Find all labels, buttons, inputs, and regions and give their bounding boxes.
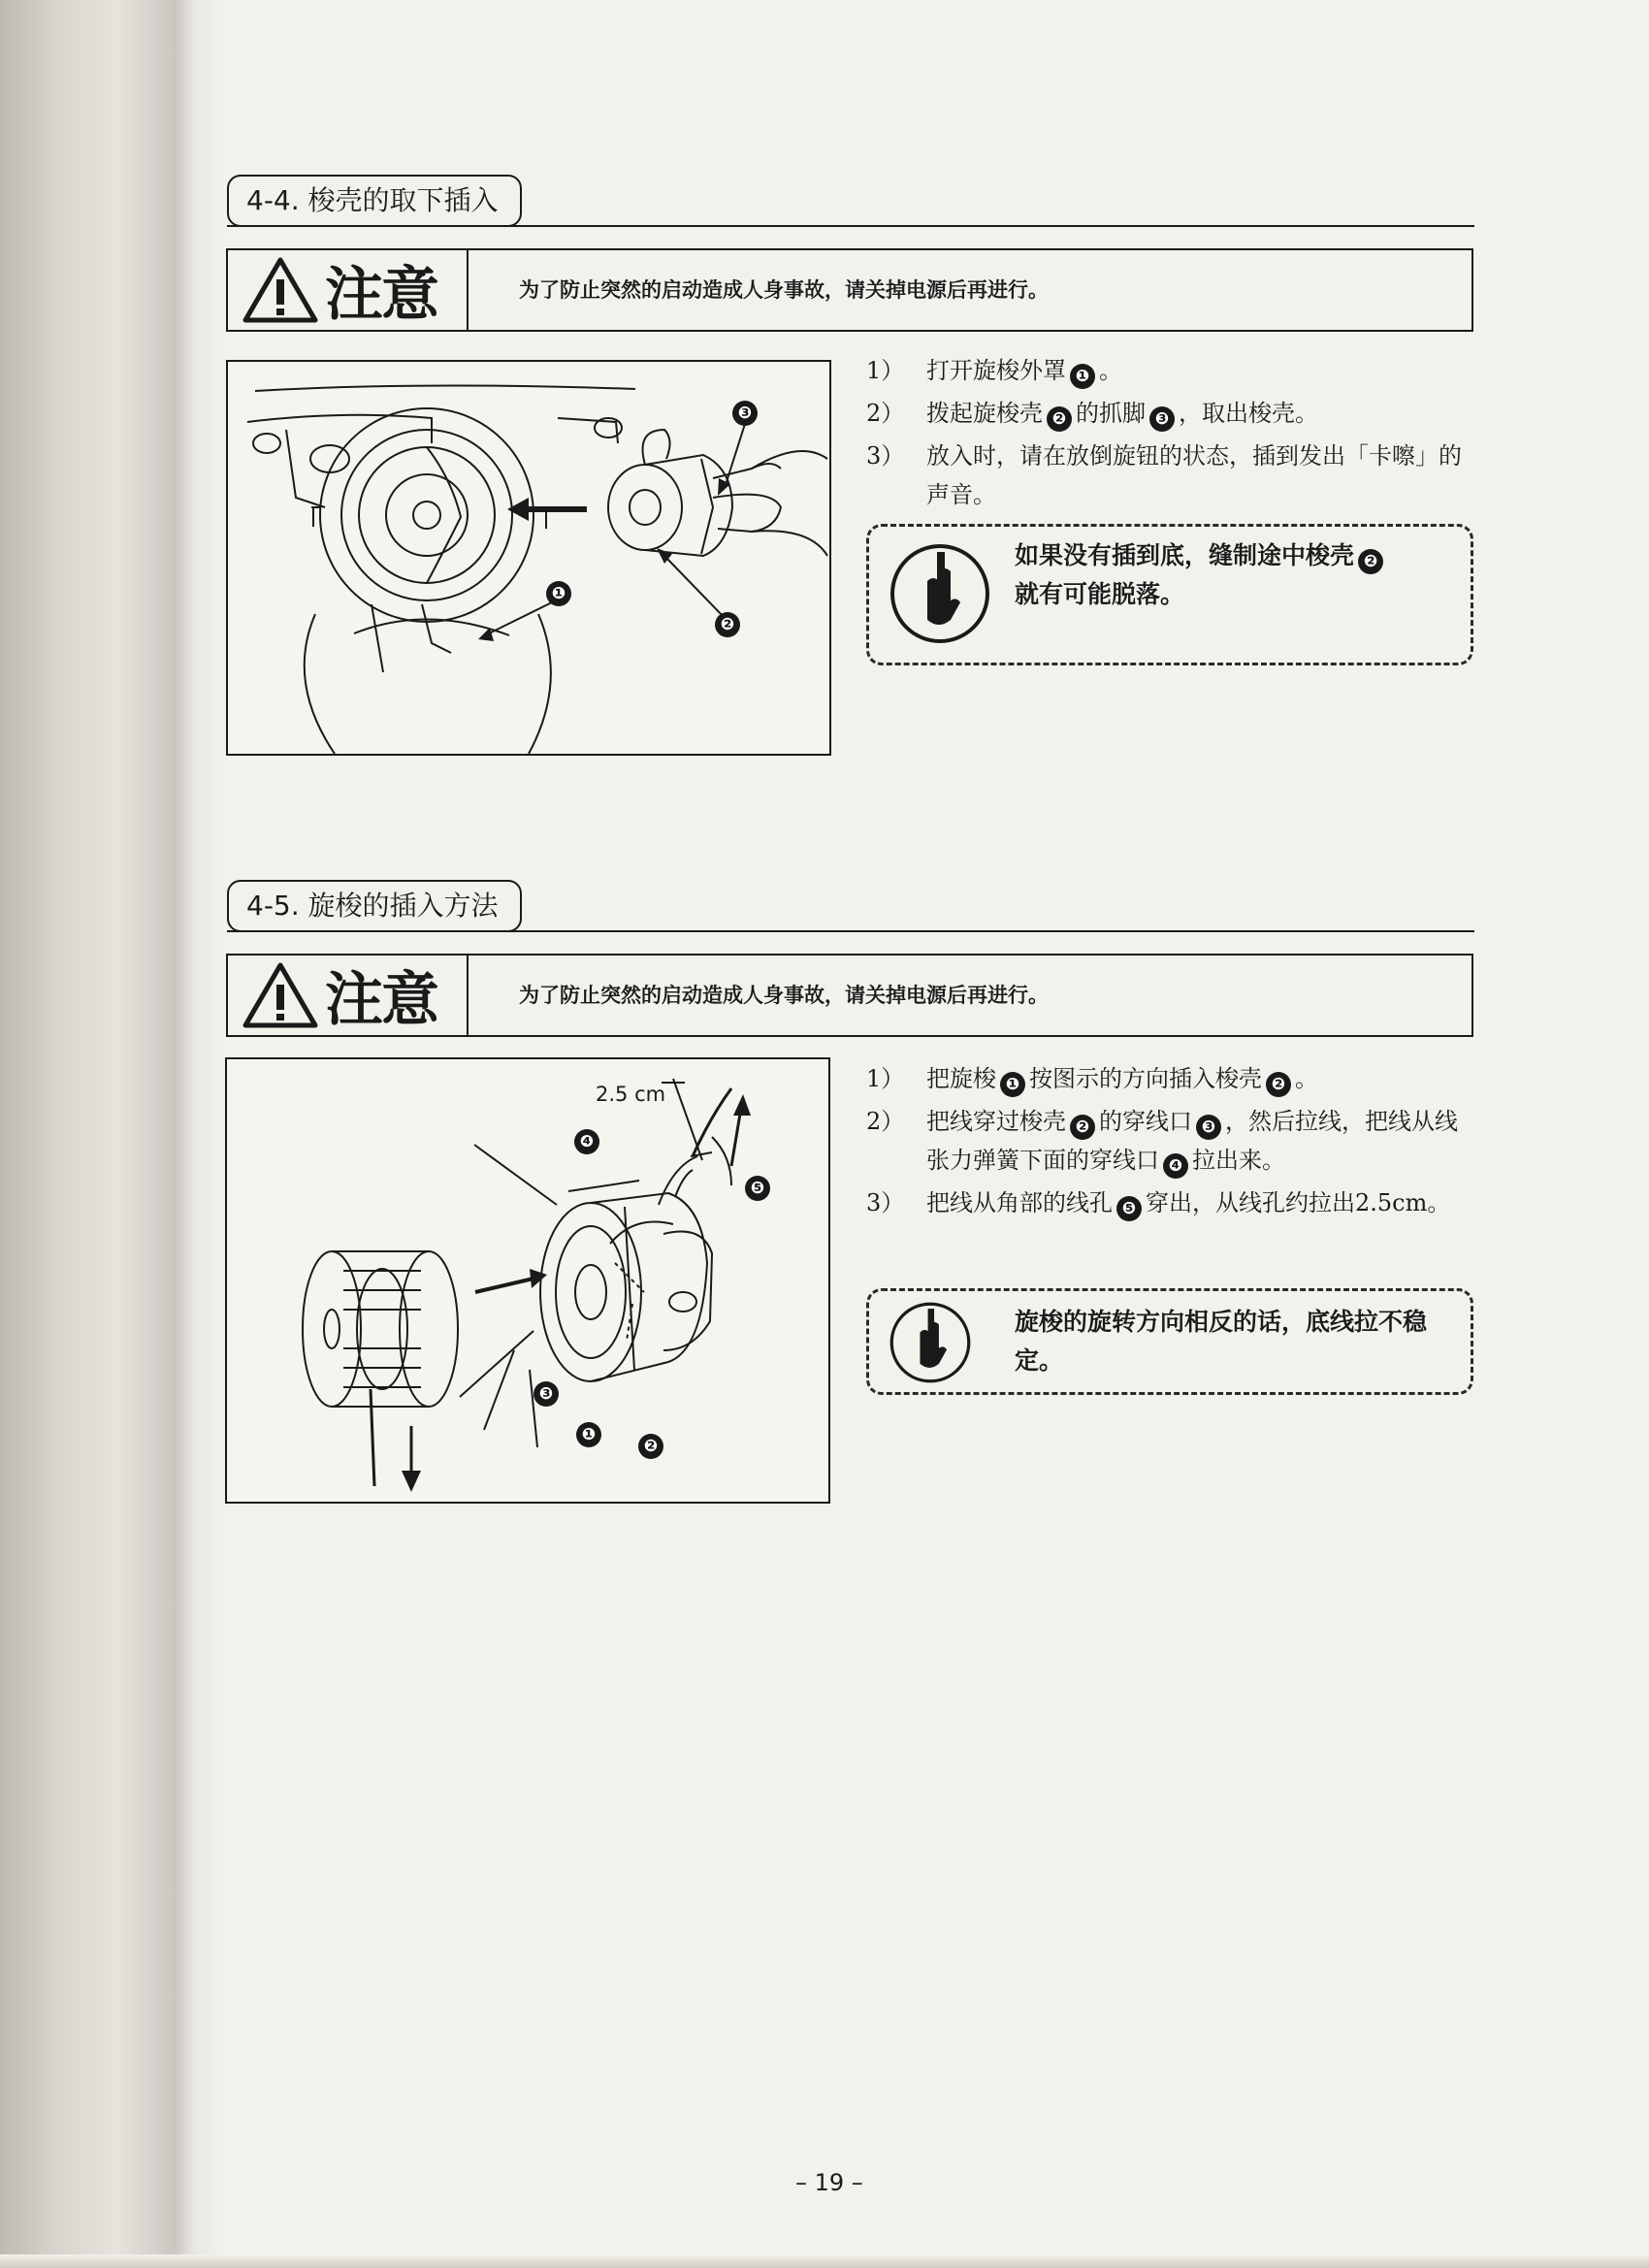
warning-triangle-icon xyxy=(242,961,319,1029)
step-text: 穿出，从线孔约拉出2.5cm。 xyxy=(1146,1189,1451,1216)
step-text: ，取出梭壳。 xyxy=(1179,400,1318,427)
caution-message: 为了防止突然的启动造成人身事故，请关掉电源后再进行。 xyxy=(519,984,1049,1007)
callout-3: ❸ xyxy=(534,1381,559,1407)
callout-2: ❷ xyxy=(1358,549,1383,574)
step-text: 把旋梭 xyxy=(926,1065,996,1092)
callout-1: ❶ xyxy=(1070,364,1095,389)
caution-badge xyxy=(228,250,469,330)
note-text-part: 如果没有插到底，缝制途中梭壳 xyxy=(1015,541,1355,569)
caution-banner xyxy=(226,248,1473,332)
caution-label: 注意 xyxy=(325,261,437,329)
section-rule xyxy=(227,225,1474,227)
hook-insertion-illustration xyxy=(227,1059,828,1502)
section-title: 4-5. 旋梭的插入方法 xyxy=(227,880,522,932)
step-item xyxy=(866,1102,1477,1180)
dimension-label: 2.5 cm xyxy=(596,1083,666,1106)
caution-label: 注意 xyxy=(325,966,437,1034)
callout-2: ❷ xyxy=(1070,1115,1095,1140)
step-item xyxy=(866,1183,1477,1222)
callout-3: ❸ xyxy=(732,401,758,426)
step-text: 把线从角部的线孔 xyxy=(926,1189,1113,1216)
section-title: 4-4. 梭壳的取下插入 xyxy=(227,175,522,227)
callout-3: ❸ xyxy=(1149,406,1175,432)
step-text: 打开旋梭外罩 xyxy=(926,357,1066,384)
warning-triangle-icon xyxy=(242,256,319,324)
attention-note xyxy=(866,524,1473,665)
attention-hand-icon xyxy=(889,1301,972,1384)
callout-1: ❶ xyxy=(576,1422,601,1447)
step-text: 把线穿过梭壳 xyxy=(926,1108,1066,1135)
note-text: 旋梭的旋转方向相反的话，底线拉不稳定。 xyxy=(1015,1308,1428,1375)
step-item xyxy=(866,394,1477,433)
callout-1: ❶ xyxy=(1000,1072,1025,1097)
caution-banner xyxy=(226,954,1473,1037)
binding-shadow xyxy=(0,0,223,2268)
page-bottom-edge xyxy=(0,2254,1649,2268)
step-number: 3） xyxy=(866,1189,905,1216)
step-item xyxy=(866,1059,1477,1098)
attention-hand-icon xyxy=(889,542,991,645)
steps-4-4 xyxy=(866,351,1477,518)
step-text: 的穿线口 xyxy=(1099,1108,1192,1135)
note-text-part: 就有可能脱落。 xyxy=(1015,580,1185,608)
step-text: 放入时，请在放倒旋钮的状态，插到发出「卡嚓」的声音。 xyxy=(926,442,1462,508)
step-number: 1） xyxy=(866,357,905,384)
caution-message: 为了防止突然的启动造成人身事故，请关掉电源后再进行。 xyxy=(519,278,1049,302)
bobbin-case-figure xyxy=(226,360,831,756)
callout-5: ❺ xyxy=(745,1176,770,1201)
step-text: 的抓脚 xyxy=(1076,400,1146,427)
step-item xyxy=(866,351,1477,390)
callout-4: ❹ xyxy=(1163,1153,1188,1179)
step-text: 拨起旋梭壳 xyxy=(926,400,1043,427)
step-number: 3） xyxy=(866,442,905,470)
step-number: 2） xyxy=(866,1108,905,1135)
step-number: 2） xyxy=(866,400,905,427)
callout-4: ❹ xyxy=(574,1129,599,1154)
step-text: 按图示的方向插入梭壳 xyxy=(1029,1065,1262,1092)
caution-badge xyxy=(228,956,469,1035)
callout-3: ❸ xyxy=(1196,1115,1221,1140)
callout-2: ❷ xyxy=(1266,1072,1291,1097)
callout-2: ❷ xyxy=(1047,406,1072,432)
steps-4-5 xyxy=(866,1059,1477,1226)
callout-2: ❷ xyxy=(715,612,740,637)
step-text: ，然后拉线，把线从线张力弹簧下面的穿线口 xyxy=(926,1108,1458,1174)
section-header-4-5 xyxy=(227,880,1474,932)
page-number: – 19 – xyxy=(795,2169,863,2196)
section-header-4-4 xyxy=(227,175,1474,227)
step-text: 。 xyxy=(1295,1065,1318,1092)
section-rule xyxy=(227,930,1474,932)
step-text: 拉出来。 xyxy=(1192,1147,1285,1174)
attention-note xyxy=(866,1288,1473,1395)
step-number: 1） xyxy=(866,1065,905,1092)
note-text xyxy=(1015,536,1459,614)
callout-2: ❷ xyxy=(638,1434,663,1459)
step-text: 。 xyxy=(1099,357,1122,384)
step-item xyxy=(866,437,1477,514)
hook-insertion-figure xyxy=(225,1057,830,1504)
callout-1: ❶ xyxy=(546,581,571,606)
callout-5: ❺ xyxy=(1116,1196,1142,1221)
